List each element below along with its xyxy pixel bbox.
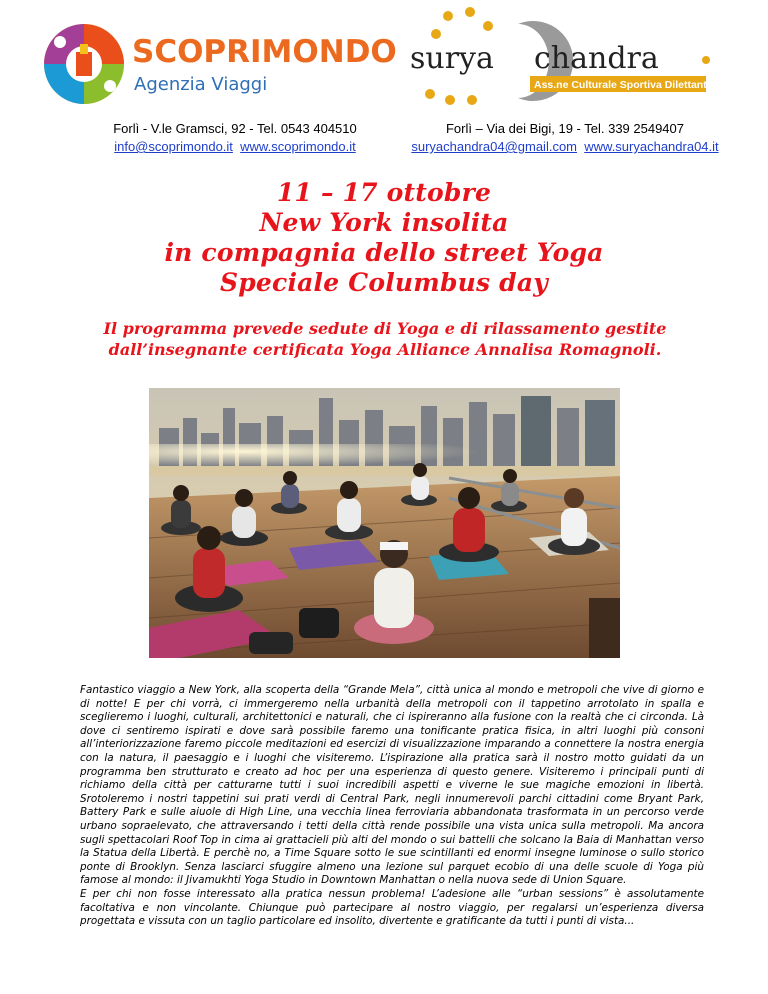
surya-name: surya (410, 41, 494, 76)
title-line-4: Speciale Columbus day (219, 268, 548, 297)
subtitle-line-1: Il programma prevede sedute di Yoga e di rilassamento gestite (103, 319, 667, 338)
description-paragraph-1: Fantastico viaggio a New York, alla scoperta della “Grande Mela”, città unica al mondo e metropoli che vive di giorno e di notte! E per chi vorrà, ci immergeremo nella urbanità della metropoli con il tappetino arrotolato in spalla e sceglieremo i luoghi, culturali, architettonici e naturali, che ci ispireranno alla fusione con la realtà che ci circonda. Là dove ci sentiremo ispirati e dove sarà possibile faremo una tonificante pratica fisica, in altri luoghi più consoni all’interiorizzazione faremo piccole meditazioni ed esercizi di visualizzazione imparando a connettere la nostra energia con la natura, il paesaggio e i luoghi che visiteremo. L’ispirazione alla pratica sarà il nostro motto guidati da un programma ben strutturato e creato ad hoc per una esperienza di questo genere. Visiteremo i principali punti di richiamo della città per catturarne tutti i suoi incredibili aspetti e viverne le sue magiche emozioni in libertà. Srotoleremo i nostri tappetini sui prati verdi di Central Park, negli innumerevoli parchi cittadini come Bryant Park, Battery Park e sulle aiuole di High Line, una vecchia linea ferroviaria abbandonata trasformata in un percorso verde urbano sopraelevato, che attraversando i tetti della città rende possibile una vista unica sulla metropoli. Ma ancora sugli spettacolari Roof Top in cima ai grattacieli più alti del mondo o sui battelli che solcano la Baia di Manhattan verso la Statua della Libertà. E perchè no, a Time Square sotto le sue scintillanti ed enormi insegne luminose o sullo storico ponte di Brooklyn. Senza lasciarci sfuggire almeno una lezione sul parquet ecobio di una delle scuole di Yoga più famose al mondo: il Jivamukhti Yoga Studio in Downtown Manhattan o nella nuova sede di Union Square. (80, 684, 704, 887)
description-paragraph-2: E per chi non fosse interessato alla pratica nessun problema! L’adesione alle “urban sessions” è assolutamente facoltativa e non vincolante. Chiunque può partecipare al nostro viaggio, per regalarsi un’esperienza diversa progettata e vissuta con un taglio particolare ed insolito, divertente e gratificante da tutti i punti di vista... (80, 887, 704, 928)
subtitle-line-2: dall’insegnante certificata Yoga Alliance Annalisa Romagnoli. (108, 340, 662, 359)
scoprimondo-tagline: Agenzia Viaggi (134, 74, 268, 95)
event-title (0, 178, 768, 298)
contact-scoprimondo (100, 120, 370, 156)
website-link-scoprimondo[interactable]: www.scoprimondo.it (240, 139, 356, 154)
surya-chandra-logo (410, 6, 734, 106)
title-dates: 11 – 17 ottobre (276, 178, 492, 207)
description-text (80, 684, 704, 929)
event-subtitle (40, 318, 730, 360)
title-line-3: in compagnia dello street Yoga (164, 238, 604, 267)
title-line-2: New York insolita (259, 208, 509, 237)
address-surya-chandra: Forlì – Via dei Bigi, 19 - Tel. 339 2549407 (445, 121, 684, 136)
globe-emblem-icon (44, 24, 124, 104)
email-link-surya-chandra[interactable]: suryachandra04@gmail.com (411, 139, 578, 154)
scoprimondo-name: SCOPRIMONDO (132, 34, 397, 70)
yoga-photo (149, 388, 620, 658)
email-link-scoprimondo[interactable]: info@scoprimondo.it (114, 139, 233, 154)
contact-surya-chandra (410, 120, 720, 156)
chandra-name: chandra (534, 41, 659, 76)
website-link-surya-chandra[interactable]: www.suryachandra04.it (584, 139, 719, 154)
address-scoprimondo: Forlì - V.le Gramsci, 92 - Tel. 0543 404510 (113, 121, 357, 136)
surya-tagline: Ass.ne Culturale Sportiva Dilettantistica (534, 79, 734, 91)
scoprimondo-logo (40, 12, 410, 112)
